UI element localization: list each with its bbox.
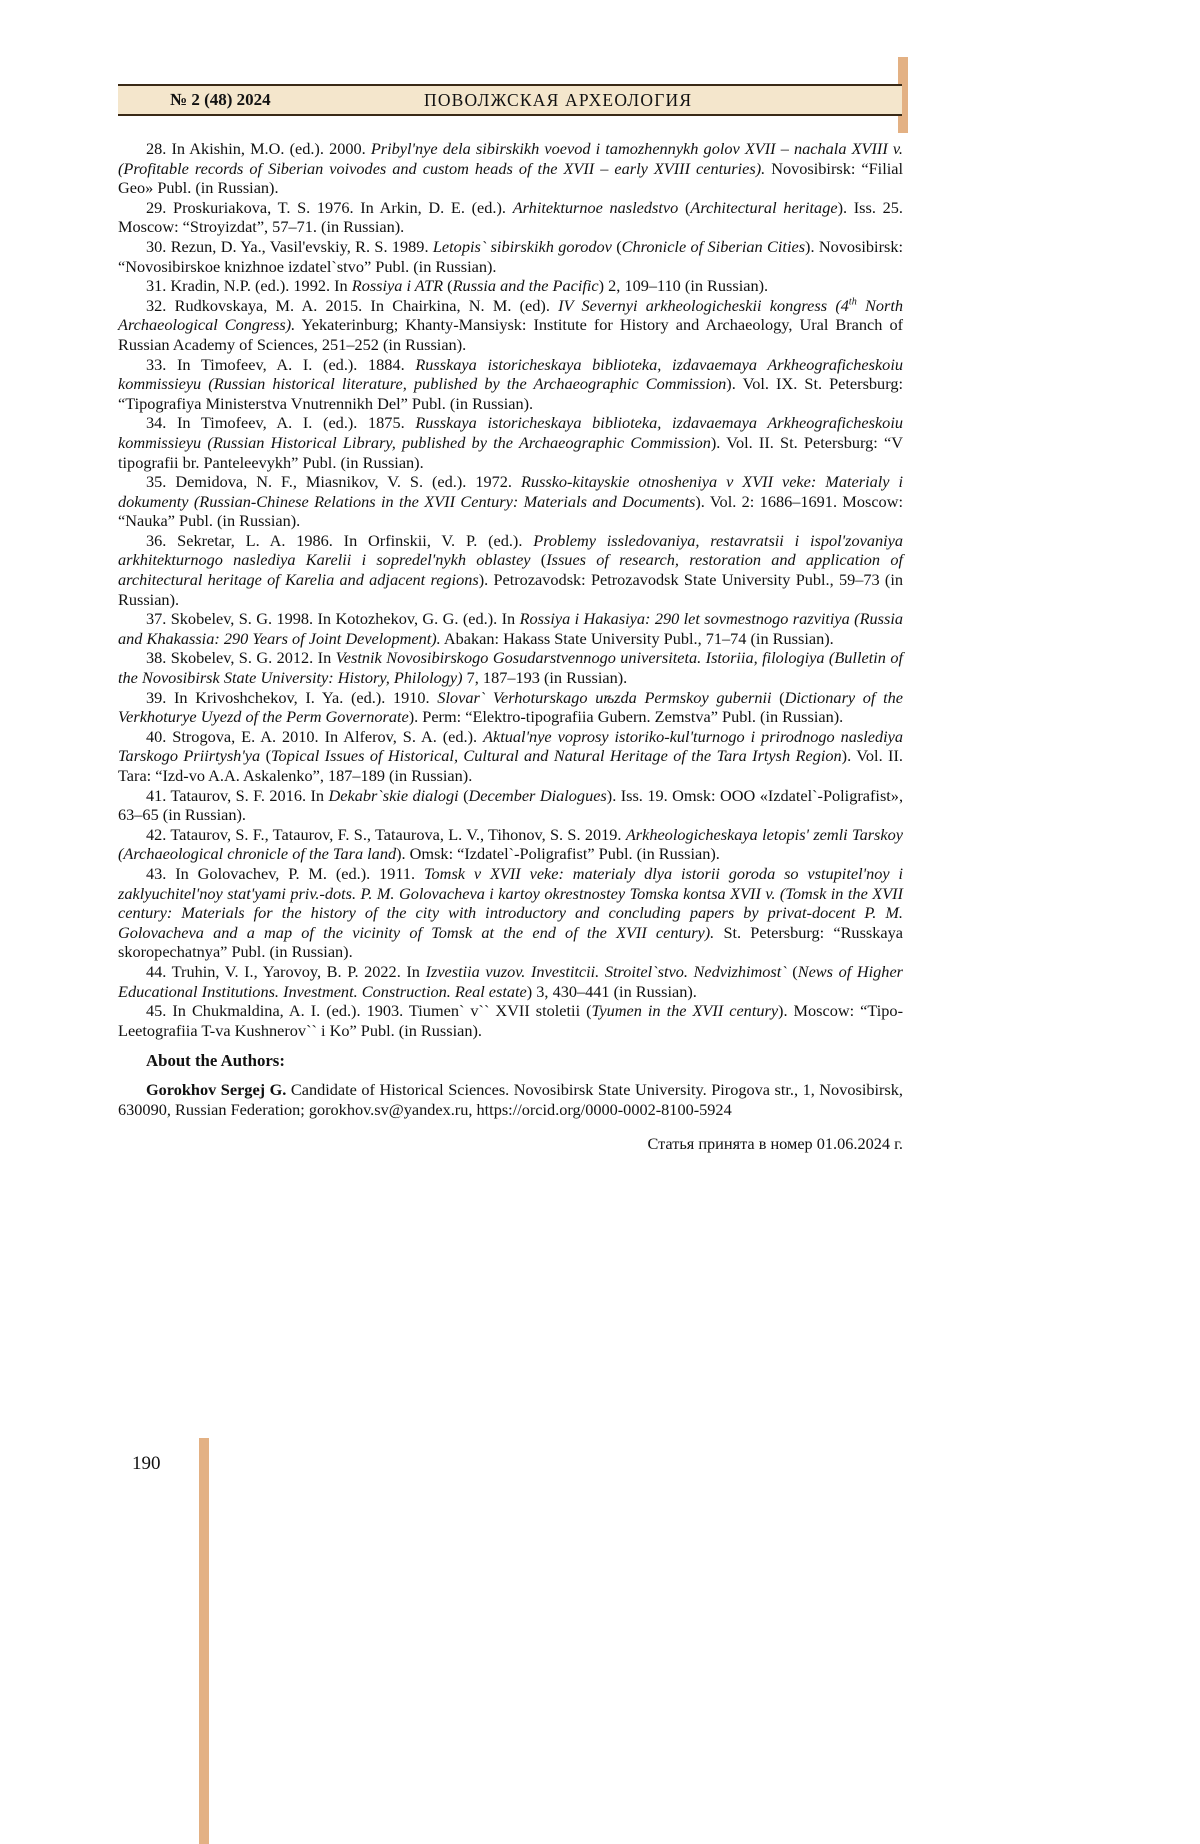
reference-item: 44. Truhin, V. I., Yarovoy, B. P. 2022. In Izvestiia vuzov. Investitcii. Stroitel`stvo. Nedvizhimost` (News of Higher Educational Institutions. Investment. Construction. Real estate) 3, 430–441 (in Russian). [118, 961, 904, 1001]
page-header-band [118, 84, 902, 116]
reference-item: 45. In Chukmaldina, A. I. (ed.). 1903. Tiumen` v`` XVII stoletii (Tyumen in the XVII century). Moscow: “Tipo-Leetografiia T-va Kushnerov`` i Ko” Publ. (in Russian). [118, 1001, 903, 1040]
reference-item: 34. In Timofeev, A. I. (ed.). 1875. Russkaya istoricheskaya biblioteka, izdavaemaya Arkheograficheskoiu kommissieyu (Russian Historical Library, published by the Archaeographic Commission). Vol. II. St. Petersburg: “V tipografii br. Panteleevykh” Publ. (in Russian). [118, 413, 903, 472]
reference-item: 31. Kradin, N.P. (ed.). 1992. In Rossiya i ATR (Russia and the Pacific) 2, 109–110 (in Russian). [146, 276, 769, 296]
reference-item: 43. In Golovachev, P. M. (ed.). 1911. Tomsk v XVII veke: materialy dlya istorii goroda so vstupitel'noy i zaklyuchitel'noy stat'yami priv.-dots. P. M. Golovacheva i kartoy okrestnostey Tomska kontsa XVII v. (Tomsk in the XVII century: Materials for the history of the city with introductory and concluding papers by privat-docent P. M. Golovacheva and a map of the vicinity of Tomsk at the end of the XVII century). St. Petersburg: “Russkaya skoropechatnya” Publ. (in Russian). [118, 863, 903, 962]
reference-item: 41. Tataurov, S. F. 2016. In Dekabr`skie dialogi (December Dialogues). Iss. 19. Omsk: OOO «Izdatel`-Poligrafist», 63–65 (in Russian). [118, 785, 904, 825]
author-info: Gorokhov Sergej G. Candidate of Historical Sciences. Novosibirsk State University. Pirogova str., 1, Novosibirsk, 630090, Russian Federation; gorokhov.sv@yandex.ru, https://orcid.org/0000-0002-8100-5924 [118, 1079, 903, 1119]
reference-item: 36. Sekretar, L. A. 1986. In Orfinskii, V. P. (ed.). Problemy issledovaniya, restavratsii i ispol'zovaniya arkhitekturnogo naslediya Karelii i sopredel'nykh oblastey (Issues of research, restoration and application of architectural heritage of Karelia and adjacent regions). Petrozavodsk: Petrozavodsk State University Publ., 59–73 (in Russian). [118, 530, 903, 609]
reference-item: 29. Proskuriakova, T. S. 1976. In Arkin, D. E. (ed.). Arhitekturnoe nasledstvo (Architectural heritage). Iss. 25. Moscow: “Stroyizdat”, 57–71. (in Russian). [118, 197, 903, 237]
bottom-left-accent-stripe [199, 1438, 209, 1844]
reference-item: 35. Demidova, N. F., Miasnikov, V. S. (ed.). 1972. Russko-kitayskie otnosheniya v XVII veke: Materialy i dokumenty (Russian-Chinese Relations in the XVII Century: Materials and Documents). Vol. 2: 1686–1691. Moscow: “Nauka” Publ. (in Russian). [118, 472, 903, 531]
reference-item: 37. Skobelev, S. G. 1998. In Kotozhekov, G. G. (ed.). In Rossiya i Hakasiya: 290 let sovmestnogo razvitiya (Russia and Khakassia: 290 Years of Joint Development). Abakan: Hakass State University Publ., 71–74 (in Russian). [118, 609, 904, 648]
journal-title: ПОВОЛЖСКАЯ АРХЕОЛОГИЯ [424, 89, 693, 110]
references-section [118, 139, 903, 1154]
reference-item: 38. Skobelev, S. G. 2012. In Vestnik Novosibirskogo Gosudarstvennogo universiteta. Istoriia, filologiya (Bulletin of the Novosibirsk State University: History, Philology) 7, 187–193 (in Russian). [118, 648, 903, 688]
reference-item: 32. Rudkovskaya, M. A. 2015. In Chairkina, N. M. (ed). IV Severnyi arkheologicheskii kongress (4th North Archaeological Congress). Yekaterinburg; Khanty-Mansiysk: Institute for History and Archaeology, Ural Branch of Russian Academy of Sciences, 251–252 (in Russian). [118, 295, 904, 354]
references-list [118, 139, 903, 1040]
reference-item: 42. Tataurov, S. F., Tataurov, F. S., Tataurova, L. V., Tihonov, S. S. 2019. Arkheologicheskaya letopis' zemli Tarskoy (Archaeological chronicle of the Tara land). Omsk: “Izdatel`-Poligrafist” Publ. (in Russian). [118, 824, 903, 864]
reference-item: 28. In Akishin, M.O. (ed.). 2000. Pribyl'nye dela sibirskikh voevod i tamozhennykh golov XVII – nachala XVIII v. (Profitable records of Siberian voivodes and custom heads of the XVII – early XVIII centuries). Novosibirsk: “Filial Geo» Publ. (in Russian). [118, 139, 903, 198]
page-number: 190 [132, 1453, 161, 1474]
reference-item: 33. In Timofeev, A. I. (ed.). 1884. Russkaya istoricheskaya biblioteka, izdavaemaya Arkheograficheskoiu kommissieyu (Russian historical literature, published by the Archaeographic Commission). Vol. IX. St. Petersburg: “Tipografiya Ministerstva Vnutrennikh Del” Publ. (in Russian). [118, 354, 903, 413]
reference-item: 30. Rezun, D. Ya., Vasil'evskiy, R. S. 1989. Letopis` sibirskikh gorodov (Chronicle of Siberian Cities). Novosibirsk: “Novosibirskoe knizhnoe izdatel`stvo” Publ. (in Russian). [118, 236, 904, 276]
reference-item: 40. Strogova, E. A. 2010. In Alferov, S. A. (ed.). Aktual'nye voprosy istoriko-kul'turnogo i prirodnogo naslediya Tarskogo Priirtysh'ya (Topical Issues of Historical, Cultural and Natural Heritage of the Tara Irtysh Region). Vol. II. Tara: “Izd-vo A.A. Askalenko”, 187–189 (in Russian). [118, 726, 903, 785]
reference-item: 39. In Krivoshchekov, I. Ya. (ed.). 1910. Slovar` Verhoturskago uѣzda Permskoy gubernii (Dictionary of the Verkhoturye Uyezd of the Perm Governorate). Perm: “Elektro-tipografiia Gubern. Zemstva” Publ. (in Russian). [118, 687, 903, 727]
about-authors-heading: About the Authors: [146, 1051, 285, 1071]
issue-label: № 2 (48) 2024 [170, 90, 271, 109]
acceptance-note: Статья принята в номер 01.06.2024 г. [647, 1134, 903, 1154]
